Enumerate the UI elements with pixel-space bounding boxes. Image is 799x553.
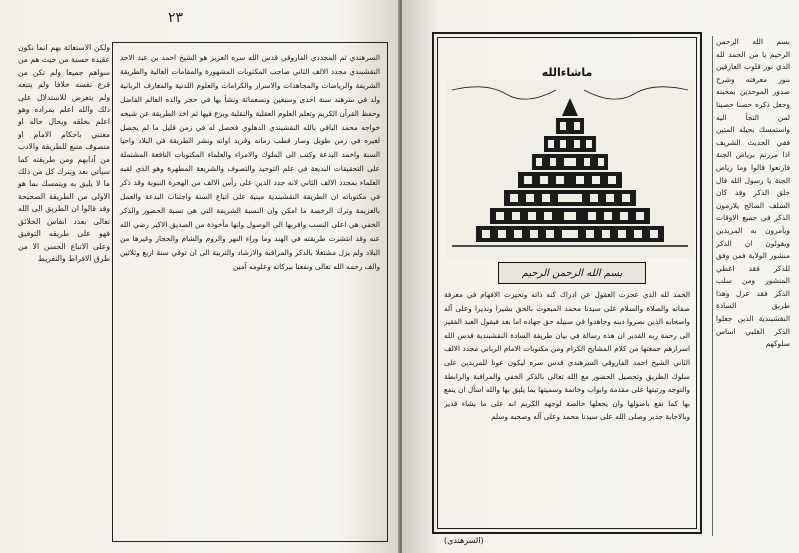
calligraphy-pyramid-ornament <box>446 80 694 258</box>
basmala-band: بسم الله الرحمن الرحيم <box>498 262 646 284</box>
introduction-text: الحمد لله الذي عجزت العقول عن ادراك كنه ذاته وتحيرت الافهام في معرفة صفاته والصلاة والسلام على سيدنا محمد المبعوث بالحق بشيرا ونذيرا وعلى آله واصحابه الذين نصروا دينه وجاهدوا في سبيله حق جهاده اما بعد فيقول العبد الفقير الى رحمة ربه القدير ان هذه رسالة في بيان طريقة السادة النقشبندية قدس الله اسرارهم جمعتها من كلام المشايخ الكرام ومن مكتوبات الامام الرباني مجدد الالف الثاني الشيخ احمد الفاروقي السرهندي قدس سره ليكون عونا للمريدين على سلوك الطريق وتحصيل الحضور مع الله تعالى بالذكر الخفي والمراقبة والرابطة والتوجه ورتبتها على مقدمة وابواب وخاتمة وسميتها بما يليق بها والله اسأل ان ينفع بها كما نفع باصولها وان يجعلها خالصة لوجهه الكريم انه على ما يشاء قدير وبالاجابة جدير وصلى الله على سيدنا محمد وعلى آله وصحبه وسلم <box>444 290 690 422</box>
main-text-frame <box>112 42 388 542</box>
header-title: ماشاءالله <box>541 66 593 79</box>
side-margin-note: بسم الله الرحمن الرحيم يا من الحمد لله الذي نور قلوب العارفين بنور معرفته وشرح صدور الموحدين بمحبته وجعل ذكره حصنا حصينا لمن التجأ اليه واستمسك بحبله المتين ففي الحديث الشريف اذا مررتم برياض الجنة فارتعوا قالوا وما رياض الجنة يا رسول الله قال حلق الذكر وقد كان السلف الصالح يلازمون الذكر في جميع الاوقات ويأمرون به المريدين ويقولون ان الذكر منشور الولاية فمن وفق للذكر فقد اعطي المنشور ومن سلب الذكر فقد عزل وهذا طريق السادة النقشبندية الذين جعلوا الذكر القلبي اساس سلوكهم <box>712 36 790 536</box>
right-page <box>402 0 799 553</box>
page-number: ٢٣ <box>168 10 184 26</box>
main-column-text: السرهندي ثم المجددي الفاروقي قدس الله سره العزيز هو الشيخ احمد بن عبد الاحد النقشبندي مجدد الالف الثاني صاحب المكتوبات المشهورة والمقامات العالية والطريقة الشريفة والرياضات والمجاهدات والاسرار والكرامات والعلوم اللدنية والمعارف الربانية ولد في سرهند سنة احدى وسبعين وتسعمائة ونشأ بها في حجر والده العالم الفاضل وحفظ القرآن الكريم وتعلم العلوم العقلية والنقلية وبرع فيها ثم اخذ الطريقة عن شيخه خواجه محمد الباقي بالله النقشبندي الدهلوي فحصل له في زمن قليل ما لم يحصل لغيره في زمن طويل وصار قطب زمانه وفريد اوانه ونشر الطريقة في البلاد واحيا السنة واخمد البدعة وكتب الى الملوك والامراء والعلماء المكتوبات النافعة المشتملة على التحقيقات البديعة في علم التوحيد والتصوف والشريعة المطهرة وهو الذي لقبه العلماء بمجدد الالف الثاني لانه جدد الدين على رأس الالف من الهجرة النبوية وقد ذكر في مكتوباته ان الطريقة النقشبندية مبنية على اتباع السنة واجتناب البدعة والعمل بالعزيمة وترك الرخصة ما امكن وان النسبة الشريفة التي هي نسبة الحضور والذكر الخفي هي اعلى النسب واقربها الى الوصول وانها مأخوذة من الصديق الاكبر رضي الله عنه وقد انتشرت طريقته في الهند وما وراء النهر والروم والشام والحجاز وغيرها من البلاد ولم يزل مشتغلا بالذكر والمراقبة والارشاد والتربية الى ان توفي سنة اربع وثلاثين والف رحمه الله تعالى ونفعنا ببركاته وعلومه آمين <box>120 53 380 271</box>
margin-note-text: ولكن الاستغاثة بهم انما تكون عقيدة حسنة من حيث هم من سواهم جميعا ولم تكن من قرع نفسه خلافا ولم يتبعه ولم يتعرض للاستدلال على ذلك والله اعلم بمراده وهو اعلم بخلقه وبحال حاله او معتني باحكام الامام او متصوف متبع للطريقة والادب من آدابهم ومن طريقته كما سيأتي بعد ويترك كل من ذلك ما لا يليق به ويتمسك بما هو الاولى من الطريقة الصحيحة وقد قالوا ان الطريق الى الله تعالى بعدد انفاس الخلائق فهو على طريقه التوفيق وعلى الاتباع الحسن الا من طرق الافراط والتفريط <box>18 43 110 263</box>
author-label: (السرهندي) <box>444 536 484 545</box>
title-page-frame <box>432 32 702 534</box>
outer-margin-note <box>18 42 110 542</box>
title-page-inner-frame <box>437 37 697 529</box>
